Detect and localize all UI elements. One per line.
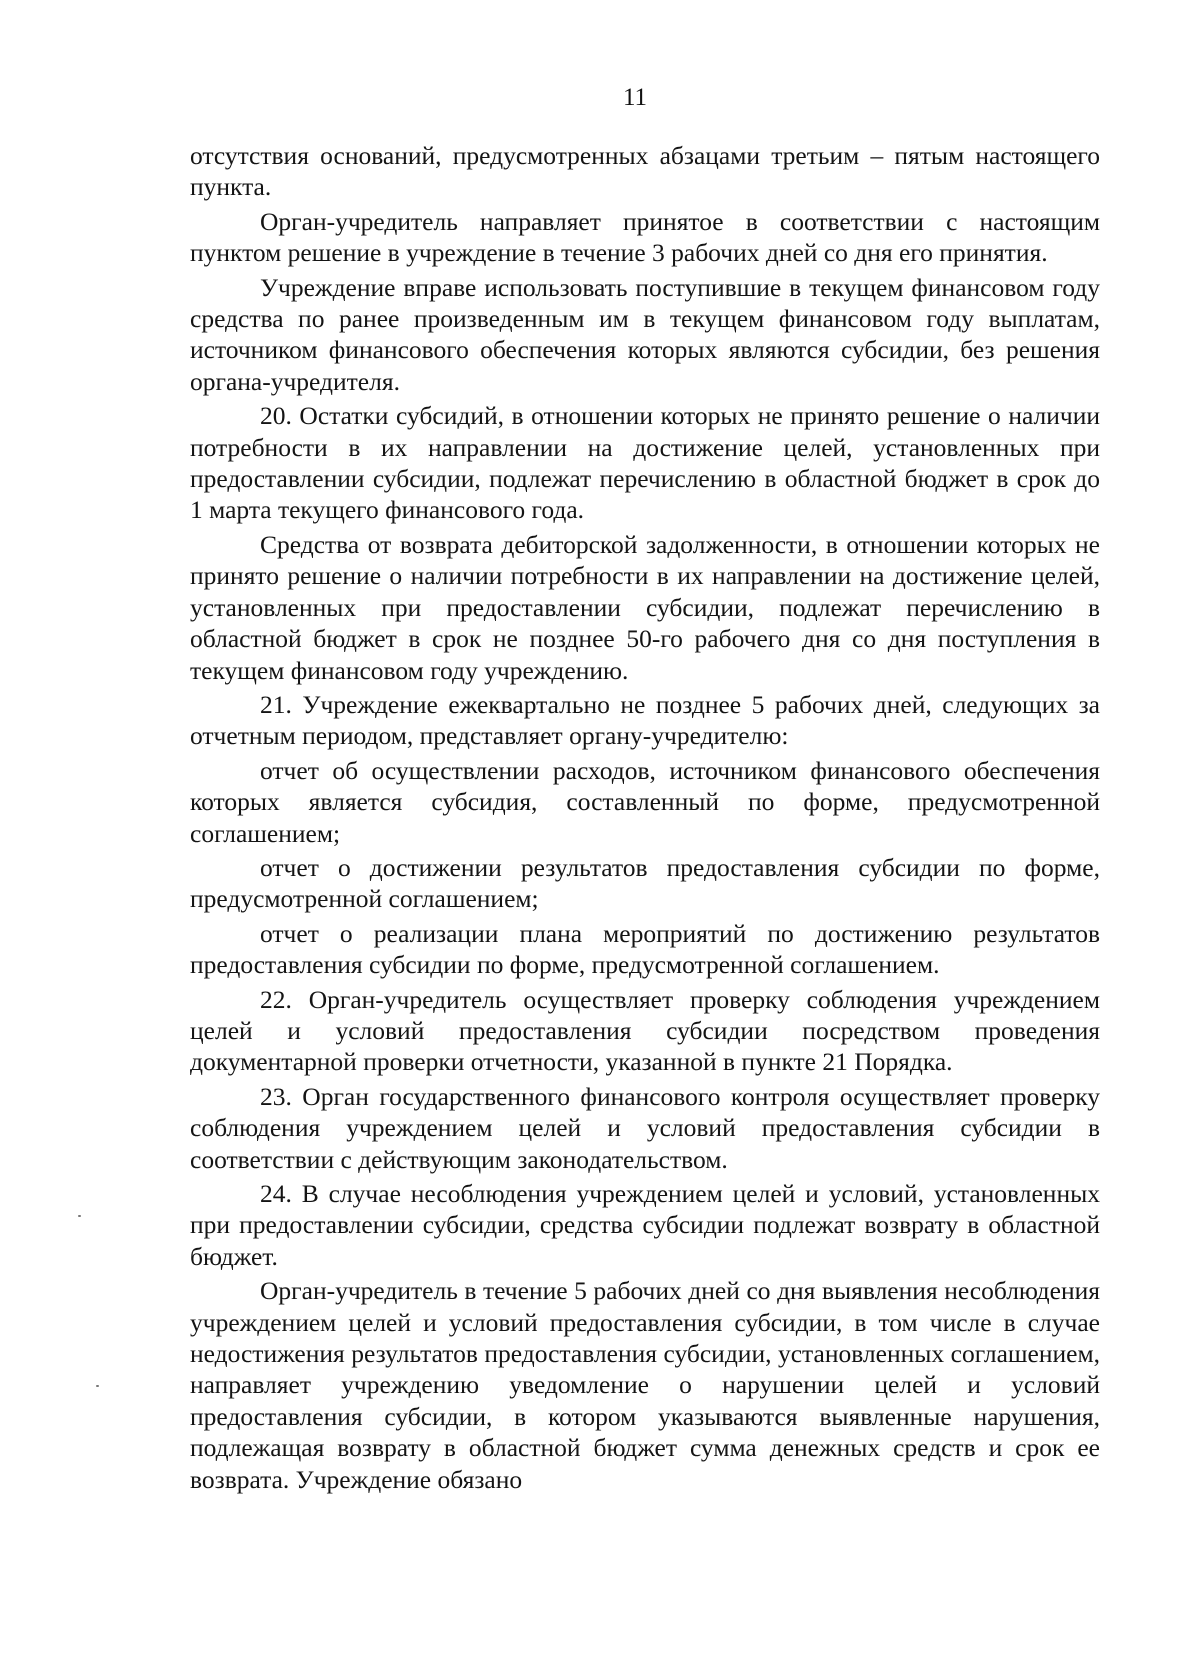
paragraph: отчет о достижении результатов предоставления субсидии по форме, предусмотренной соглашением; [190,852,1100,914]
scan-speck [96,1385,99,1387]
paragraph: отчет об осуществлении расходов, источником финансового обеспечения которых является субсидия, составленный по форме, предусмотренной соглашением; [190,755,1100,848]
paragraph: 23. Орган государственного финансового контроля осуществляет проверку соблюдения учреждением целей и условий предоставления субсидии в соответствии с действующим законодательством. [190,1081,1100,1174]
paragraph: отчет о реализации плана мероприятий по достижению результатов предоставления субсидии по форме, предусмотренной соглашением. [190,918,1100,980]
paragraph: 21. Учреждение ежеквартально не позднее 5 рабочих дней, следующих за отчетным периодом, представляет органу-учредителю: [190,689,1100,751]
paragraph: 24. В случае несоблюдения учреждением целей и условий, установленных при предоставлении субсидии, средства субсидии подлежат возврату в областной бюджет. [190,1179,1100,1271]
scan-speck [78,1215,81,1217]
document-body [190,140,1100,1495]
page-number: 11 [622,84,648,111]
paragraph: Орган-учредитель в течение 5 рабочих дней со дня выявления несоблюдения учреждением целей и условий предоставления субсидии, в том числе в случае недостижения результатов предоставления субсидии, установленных соглашением, направляет учреждению уведомление о нарушении целей и условий предоставления субсидии, в котором указываются выявленные нарушения, подлежащая возврату в областной бюджет сумма денежных средств и срок ее возврата. Учреждение обязано [190,1276,1100,1494]
paragraph: 22. Орган-учредитель осуществляет проверку соблюдения учреждением целей и условий предоставления субсидии посредством проведения документарной проверки отчетности, указанной в пункте 21 Порядка. [190,984,1100,1077]
paragraph: 20. Остатки субсидий, в отношении которых не принято решение о наличии потребности в их направлении на достижение целей, установленных при предоставлении субсидии, подлежат перечислению в областной бюджет в срок до 1 марта текущего финансового года. [190,401,1100,525]
paragraph: Средства от возврата дебиторской задолженности, в отношении которых не принято решение о наличии потребности в их направлении на достижение целей, установленных при предоставлении субсидии, подлежат перечислению в областной бюджет в срок не позднее 50-го рабочего дня со дня поступления в текущем финансовом году учреждению. [190,529,1100,685]
paragraph: Орган-учредитель направляет принятое в соответствии с настоящим пунктом решение в учреждение в течение 3 рабочих дней со дня его принятия. [190,206,1100,268]
paragraph: Учреждение вправе использовать поступившие в текущем финансовом году средства по ранее произведенным им в текущем финансовом году выплатам, источником финансового обеспечения которых являются субсидии, без решения органа-учредителя. [190,272,1100,396]
paragraph: отсутствия оснований, предусмотренных абзацами третьим – пятым настоящего пункта. [190,141,1100,202]
